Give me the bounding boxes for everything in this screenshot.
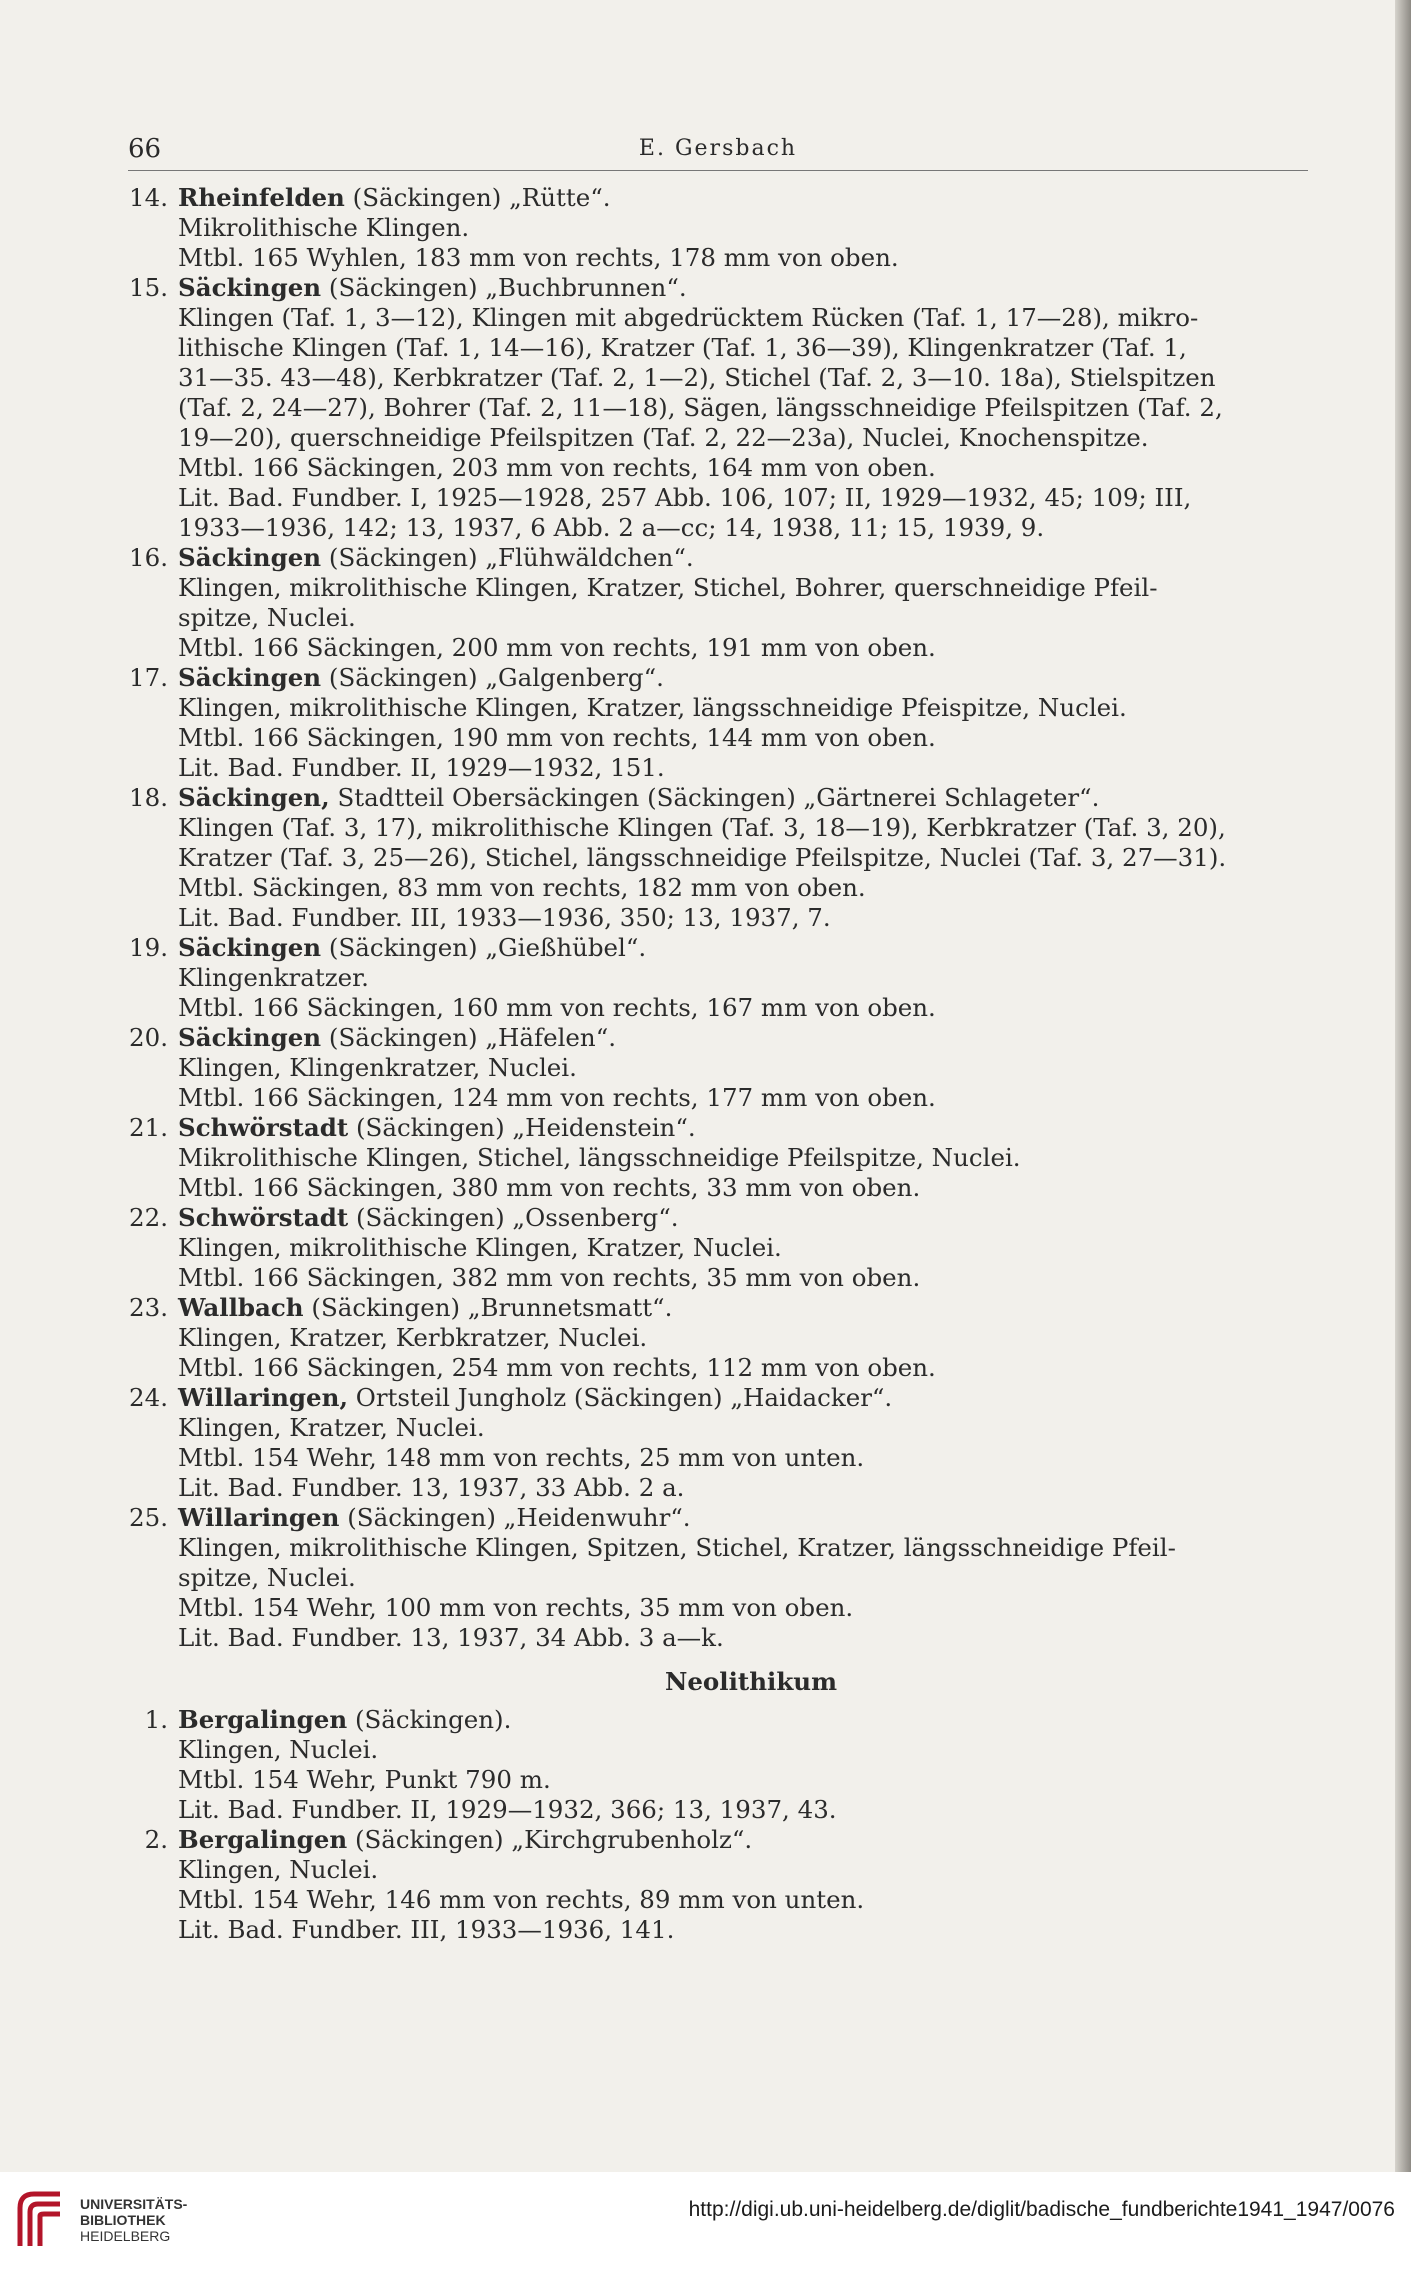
entry-text-line: Lit. Bad. Fundber. I, 1925—1928, 257 Abb. 106, 107; II, 1929—1932, 45; 109; III, bbox=[178, 483, 1192, 512]
entry-text-line: Klingen, Kratzer, Nuclei. bbox=[178, 1413, 485, 1442]
site-location: (Säckingen) „Rütte“. bbox=[344, 183, 611, 212]
catalog-entry bbox=[126, 1705, 1316, 1825]
catalog-entry bbox=[126, 783, 1316, 933]
site-name: Säckingen, bbox=[178, 783, 330, 812]
catalog-entry bbox=[126, 183, 1316, 273]
document-body bbox=[126, 183, 1316, 1945]
entry-text-line: Klingen (Taf. 3, 17), mikrolithische Klingen (Taf. 3, 18—19), Kerbkratzer (Taf. 3, 20), bbox=[178, 813, 1226, 842]
library-line-1: UNIVERSITÄTS- bbox=[80, 2196, 188, 2212]
entry-text-line: Mtbl. 154 Wehr, Punkt 790 m. bbox=[178, 1765, 551, 1794]
entry-number: 16. bbox=[129, 543, 168, 572]
entry-text-line: (Taf. 2, 24—27), Bohrer (Taf. 2, 11—18), Sägen, längsschneidige Pfeilspitzen (Taf. 2, bbox=[178, 393, 1223, 422]
catalog-entry bbox=[126, 1825, 1316, 1945]
catalog-entry bbox=[126, 1383, 1316, 1503]
entry-text-line: 31—35. 43—48), Kerbkratzer (Taf. 2, 1—2), Stichel (Taf. 2, 3—10. 18a), Stielspitzen bbox=[178, 363, 1216, 392]
site-location: (Säckingen) „Gießhübel“. bbox=[321, 933, 647, 962]
site-location: (Säckingen) „Buchbrunnen“. bbox=[321, 273, 687, 302]
entry-text-line: Mtbl. 166 Säckingen, 382 mm von rechts, 35 mm von oben. bbox=[178, 1263, 921, 1292]
entry-heading bbox=[178, 1503, 1316, 1533]
catalog-entry bbox=[126, 1023, 1316, 1113]
entry-text-line: Klingen, Kratzer, Kerbkratzer, Nuclei. bbox=[178, 1323, 648, 1352]
entry-heading bbox=[178, 1825, 1316, 1855]
entry-heading bbox=[178, 1705, 1316, 1735]
entry-text-line: Mtbl. 154 Wehr, 100 mm von rechts, 35 mm von oben. bbox=[178, 1593, 854, 1622]
entry-heading bbox=[178, 273, 1316, 303]
site-location: (Säckingen) „Galgenberg“. bbox=[321, 663, 664, 692]
site-name: Willaringen bbox=[178, 1503, 340, 1532]
entry-number: 25. bbox=[129, 1503, 168, 1532]
entry-heading bbox=[178, 1383, 1316, 1413]
catalog-entry bbox=[126, 273, 1316, 543]
site-name: Säckingen bbox=[178, 1023, 322, 1052]
entry-text-line: spitze, Nuclei. bbox=[178, 1563, 356, 1592]
site-location: (Säckingen) „Flühwäldchen“. bbox=[321, 543, 694, 572]
entry-text-line: Lit. Bad. Fundber. II, 1929—1932, 366; 13, 1937, 43. bbox=[178, 1795, 837, 1824]
site-name: Säckingen bbox=[178, 663, 322, 692]
site-location: (Säckingen) „Brunnetsmatt“. bbox=[303, 1293, 673, 1322]
site-location: Ortsteil Jungholz (Säckingen) „Haidacker“. bbox=[347, 1383, 893, 1412]
entry-text-line: Klingen, Klingenkratzer, Nuclei. bbox=[178, 1053, 577, 1082]
entry-text-line: Lit. Bad. Fundber. 13, 1937, 33 Abb. 2 a. bbox=[178, 1473, 685, 1502]
site-name: Schwörstadt bbox=[178, 1203, 349, 1232]
entry-heading bbox=[178, 1203, 1316, 1233]
entry-number: 15. bbox=[129, 273, 168, 302]
entry-heading bbox=[178, 663, 1316, 693]
entry-number: 20. bbox=[129, 1023, 168, 1052]
entry-heading bbox=[178, 783, 1316, 813]
entry-text-line: Mikrolithische Klingen, Stichel, längsschneidige Pfeilspitze, Nuclei. bbox=[178, 1143, 1021, 1172]
catalog-entry bbox=[126, 1113, 1316, 1203]
entry-text-line: Mtbl. 166 Säckingen, 254 mm von rechts, 112 mm von oben. bbox=[178, 1353, 936, 1382]
section-title: Neolithikum bbox=[664, 1667, 838, 1696]
entry-number: 17. bbox=[129, 663, 168, 692]
site-name: Säckingen bbox=[178, 933, 322, 962]
site-name: Schwörstadt bbox=[178, 1113, 349, 1142]
entry-number: 19. bbox=[129, 933, 168, 962]
entry-heading bbox=[178, 933, 1316, 963]
entry-text-line: Klingen, mikrolithische Klingen, Kratzer, Stichel, Bohrer, querschneidige Pfeil- bbox=[178, 573, 1158, 602]
entry-text-line: spitze, Nuclei. bbox=[178, 603, 356, 632]
page-number: 66 bbox=[128, 134, 162, 164]
viewer-footer bbox=[0, 2172, 1411, 2273]
entry-text-line: Mtbl. 166 Säckingen, 190 mm von rechts, 144 mm von oben. bbox=[178, 723, 936, 752]
entry-text-line: Mtbl. 166 Säckingen, 380 mm von rechts, 33 mm von oben. bbox=[178, 1173, 921, 1202]
site-name: Säckingen bbox=[178, 543, 322, 572]
library-line-3: HEIDELBERG bbox=[80, 2228, 171, 2244]
site-location: (Säckingen) „Heidenwuhr“. bbox=[339, 1503, 691, 1532]
entry-heading bbox=[178, 543, 1316, 573]
entry-text-line: Klingen, Nuclei. bbox=[178, 1735, 379, 1764]
entry-text-line: Klingen (Taf. 1, 3—12), Klingen mit abgedrücktem Rücken (Taf. 1, 17—28), mikro- bbox=[178, 303, 1199, 332]
entry-text-line: Mtbl. 165 Wyhlen, 183 mm von rechts, 178 mm von oben. bbox=[178, 243, 899, 272]
entry-text-line: 1933—1936, 142; 13, 1937, 6 Abb. 2 a—cc; 14, 1938, 11; 15, 1939, 9. bbox=[178, 513, 1045, 542]
site-location: Stadtteil Obersäckingen (Säckingen) „Gärtnerei Schlageter“. bbox=[329, 783, 1100, 812]
entry-number: 1. bbox=[144, 1705, 168, 1734]
catalog-entry bbox=[126, 933, 1316, 1023]
running-title: E. Gersbach bbox=[638, 136, 798, 161]
entry-text-line: 19—20), querschneidige Pfeilspitzen (Taf. 2, 22—23a), Nuclei, Knochenspitze. bbox=[178, 423, 1149, 452]
entry-heading bbox=[178, 1293, 1316, 1323]
entry-text-line: Klingen, mikrolithische Klingen, Kratzer, längsschneidige Pfeispitze, Nuclei. bbox=[178, 693, 1127, 722]
site-location: (Säckingen) „Heidenstein“. bbox=[348, 1113, 696, 1142]
catalog-entry bbox=[126, 1203, 1316, 1293]
library-name bbox=[80, 2196, 187, 2244]
site-name: Willaringen, bbox=[178, 1383, 348, 1412]
catalog-entry bbox=[126, 1293, 1316, 1383]
library-line-2: BIBLIOTHEK bbox=[80, 2212, 166, 2228]
catalog-entry bbox=[126, 1503, 1316, 1653]
entry-text-line: Lit. Bad. Fundber. 13, 1937, 34 Abb. 3 a—k. bbox=[178, 1623, 724, 1652]
source-url-link[interactable]: http://digi.ub.uni-heidelberg.de/diglit/badische_fundberichte1941_1947/0076 bbox=[688, 2198, 1395, 2221]
entry-text-line: Mtbl. 154 Wehr, 146 mm von rechts, 89 mm von unten. bbox=[178, 1885, 865, 1914]
entry-text-line: Lit. Bad. Fundber. II, 1929—1932, 151. bbox=[178, 753, 665, 782]
page-header bbox=[128, 130, 1308, 171]
entry-text-line: lithische Klingen (Taf. 1, 14—16), Kratzer (Taf. 1, 36—39), Klingenkratzer (Taf. 1, bbox=[178, 333, 1187, 362]
site-name: Rheinfelden bbox=[178, 183, 345, 212]
site-location: (Säckingen) „Kirchgrubenholz“. bbox=[347, 1825, 753, 1854]
entry-text-line: Mikrolithische Klingen. bbox=[178, 213, 470, 242]
entry-number: 24. bbox=[129, 1383, 168, 1412]
site-name: Bergalingen bbox=[178, 1705, 348, 1734]
entry-text-line: Klingen, Nuclei. bbox=[178, 1855, 379, 1884]
entry-text-line: Klingenkratzer. bbox=[178, 963, 369, 992]
entry-text-line: Mtbl. 166 Säckingen, 200 mm von rechts, 191 mm von oben. bbox=[178, 633, 936, 662]
site-name: Wallbach bbox=[178, 1293, 304, 1322]
paleolithic-entries bbox=[126, 183, 1316, 1653]
entry-number: 21. bbox=[129, 1113, 168, 1142]
site-name: Säckingen bbox=[178, 273, 322, 302]
entry-heading bbox=[178, 183, 1316, 213]
neolithic-entries bbox=[126, 1705, 1316, 1945]
entry-text-line: Klingen, mikrolithische Klingen, Spitzen, Stichel, Kratzer, längsschneidige Pfeil- bbox=[178, 1533, 1176, 1562]
entry-text-line: Mtbl. 154 Wehr, 148 mm von rechts, 25 mm von unten. bbox=[178, 1443, 865, 1472]
entry-number: 14. bbox=[129, 183, 168, 212]
catalog-entry bbox=[126, 663, 1316, 783]
entry-text-line: Mtbl. 166 Säckingen, 160 mm von rechts, 167 mm von oben. bbox=[178, 993, 936, 1022]
site-location: (Säckingen) „Häfelen“. bbox=[321, 1023, 617, 1052]
entry-number: 2. bbox=[144, 1825, 168, 1854]
entry-heading bbox=[178, 1113, 1316, 1143]
entry-number: 23. bbox=[129, 1293, 168, 1322]
entry-text-line: Kratzer (Taf. 3, 25—26), Stichel, längsschneidige Pfeilspitze, Nuclei (Taf. 3, 27—31). bbox=[178, 843, 1227, 872]
entry-text-line: Mtbl. Säckingen, 83 mm von rechts, 182 mm von oben. bbox=[178, 873, 866, 902]
entry-heading bbox=[178, 1023, 1316, 1053]
book-spine-shadow bbox=[1395, 0, 1411, 2172]
entry-number: 18. bbox=[129, 783, 168, 812]
entry-text-line: Lit. Bad. Fundber. III, 1933—1936, 350; 13, 1937, 7. bbox=[178, 903, 831, 932]
entry-text-line: Mtbl. 166 Säckingen, 203 mm von rechts, 164 mm von oben. bbox=[178, 453, 936, 482]
entry-text-line: Klingen, mikrolithische Klingen, Kratzer, Nuclei. bbox=[178, 1233, 782, 1262]
catalog-entry bbox=[126, 543, 1316, 663]
entry-text-line: Lit. Bad. Fundber. III, 1933—1936, 141. bbox=[178, 1915, 675, 1944]
entry-text-line: Mtbl. 166 Säckingen, 124 mm von rechts, 177 mm von oben. bbox=[178, 1083, 936, 1112]
library-logo-icon bbox=[14, 2188, 66, 2250]
entry-number: 22. bbox=[129, 1203, 168, 1232]
site-name: Bergalingen bbox=[178, 1825, 348, 1854]
site-location: (Säckingen) „Ossenberg“. bbox=[348, 1203, 679, 1232]
site-location: (Säckingen). bbox=[347, 1705, 512, 1734]
